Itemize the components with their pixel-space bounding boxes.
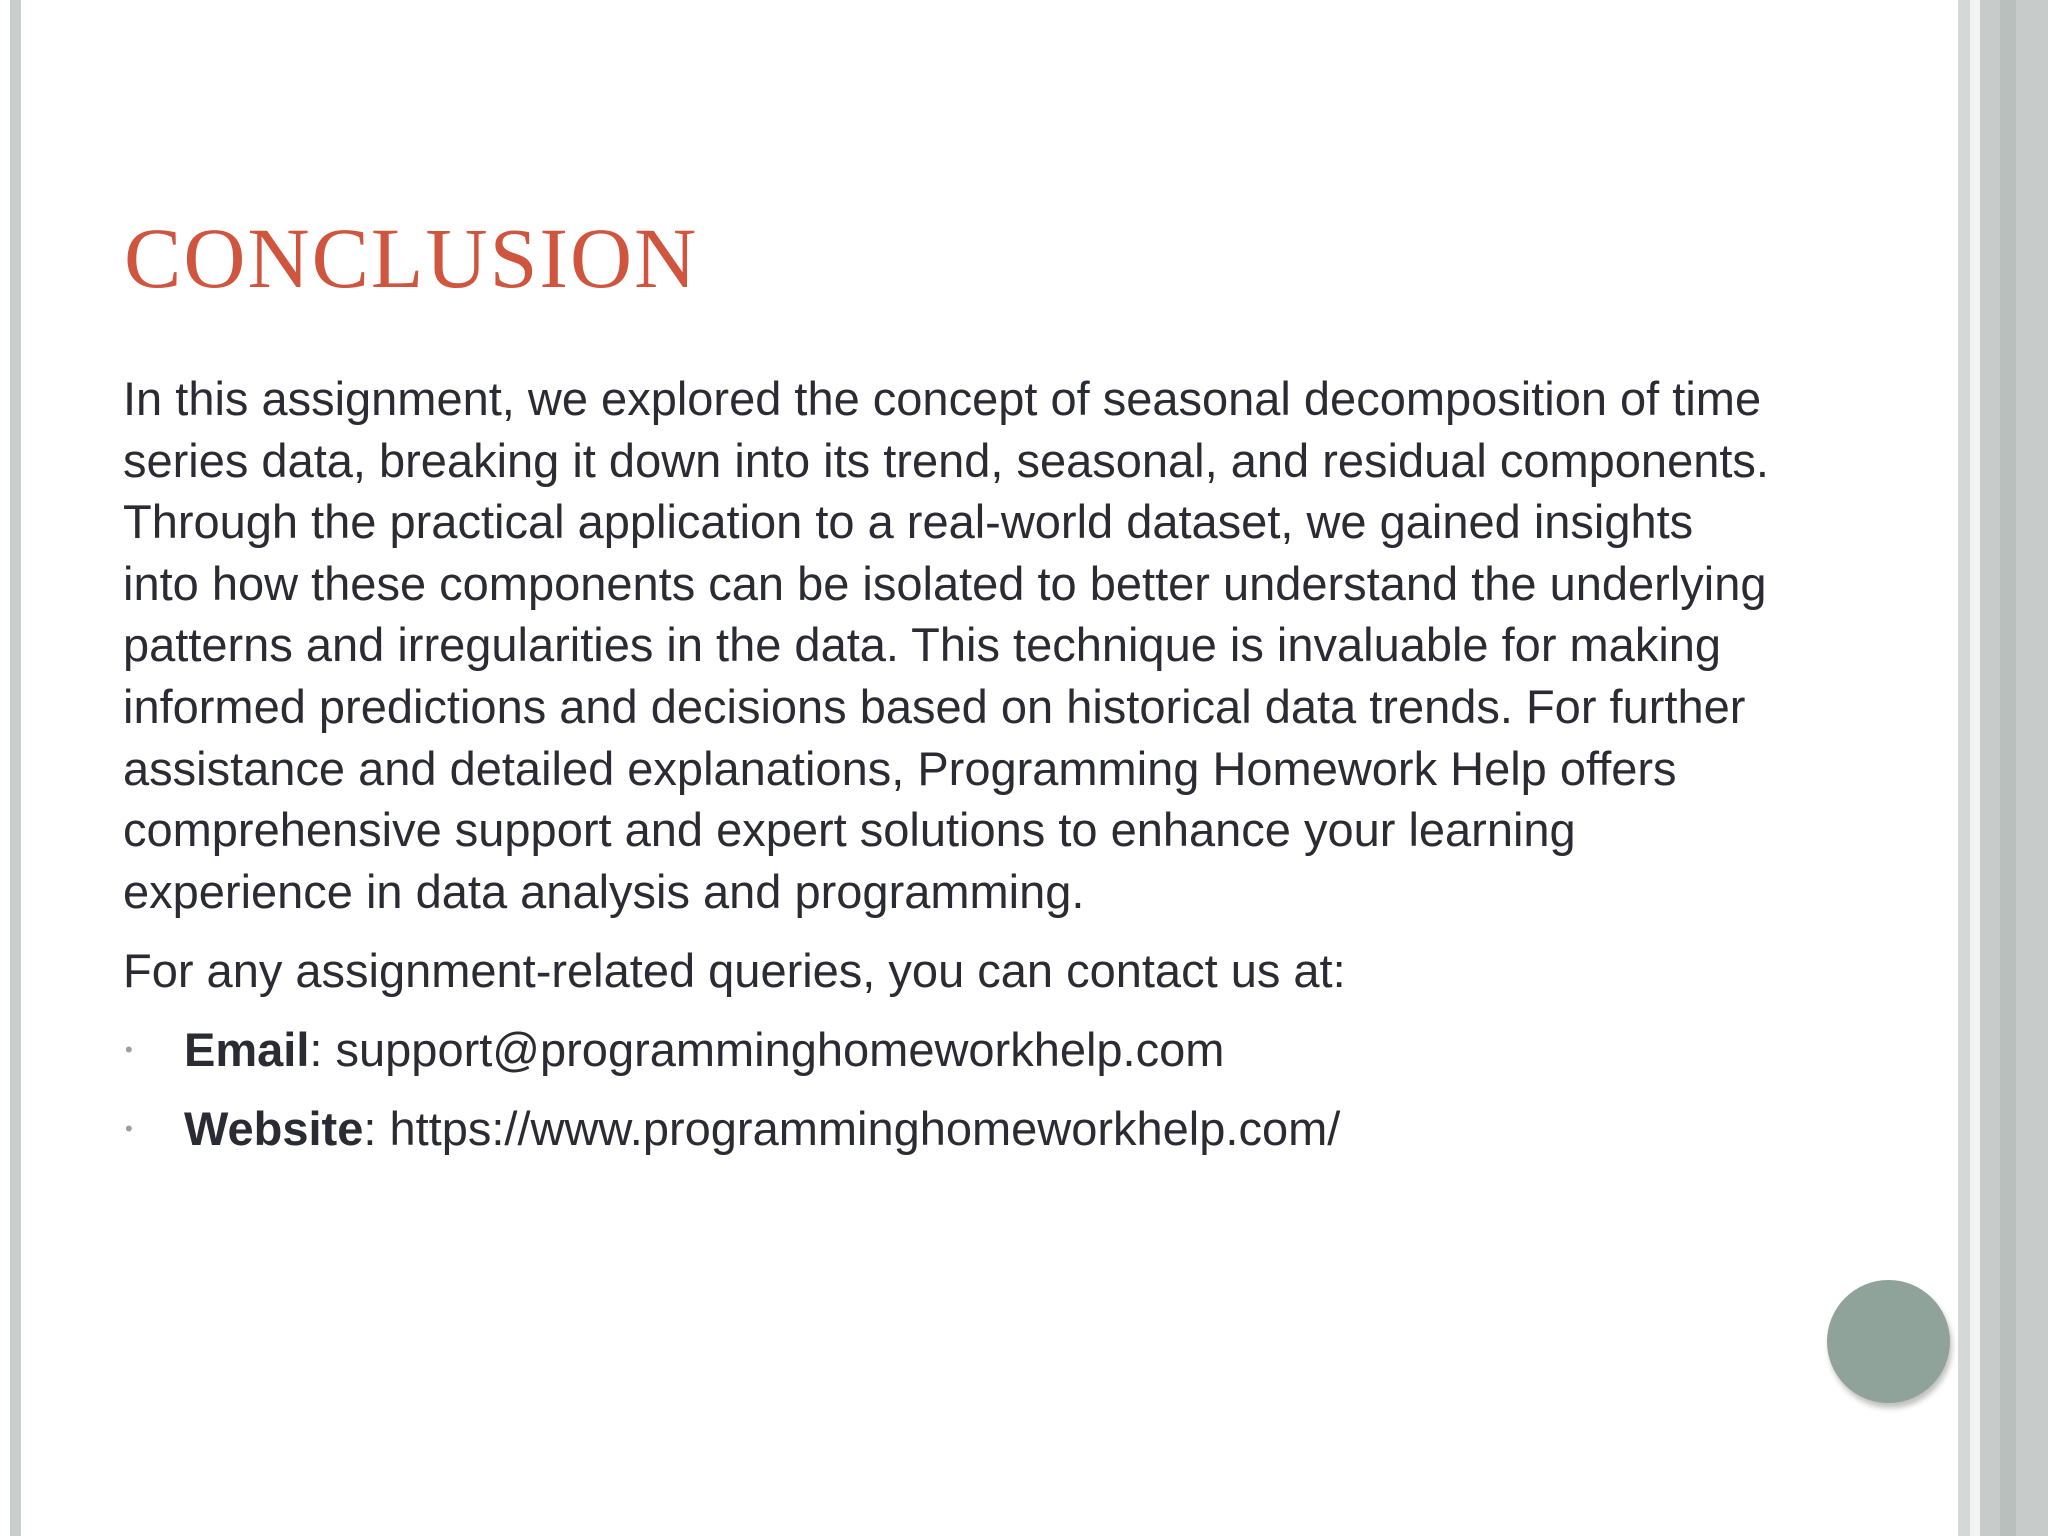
bullet-icon: • bbox=[125, 1115, 133, 1141]
contact-intro: For any assignment-related queries, you can contact us at: bbox=[123, 944, 1346, 998]
left-frame-border bbox=[10, 0, 21, 1536]
contact-separator: : bbox=[363, 1101, 390, 1155]
contact-item-website bbox=[123, 1098, 1773, 1160]
conclusion-paragraph: In this assignment, we explored the concept of seasonal decomposition of time series data, breaking it down into its trend, seasonal, and residual components. Through the practical application to a real-world dataset, we gained insights into how these components can be isolated to better understand the underlying patterns and irregularities in the data. This technique is invaluable for making informed predictions and decisions based on historical data trends. For further assistance and detailed explanations, Programming Homework Help offers comprehensive support and expert solutions to enhance your learning experience in data analysis and programming. bbox=[123, 372, 1769, 918]
slide-body bbox=[123, 368, 1773, 1159]
contact-item-email bbox=[123, 1019, 1773, 1081]
right-frame-stripe bbox=[1958, 0, 1970, 1536]
contact-separator: : bbox=[309, 1022, 336, 1076]
contact-label-website: Website bbox=[184, 1101, 364, 1155]
decorative-circle bbox=[1827, 1280, 1950, 1403]
contact-email-value[interactable]: support@programminghomeworkhelp.com bbox=[335, 1022, 1225, 1076]
contact-list bbox=[123, 1019, 1773, 1159]
slide-title: CONCLUSION bbox=[124, 210, 699, 306]
contact-label-email: Email bbox=[184, 1022, 310, 1076]
bullet-icon: • bbox=[125, 1036, 133, 1062]
right-frame-inner-band bbox=[2000, 0, 2016, 1536]
right-frame-gap bbox=[1970, 0, 1980, 1536]
contact-website-value[interactable]: https://www.programminghomeworkhelp.com/ bbox=[389, 1101, 1341, 1155]
